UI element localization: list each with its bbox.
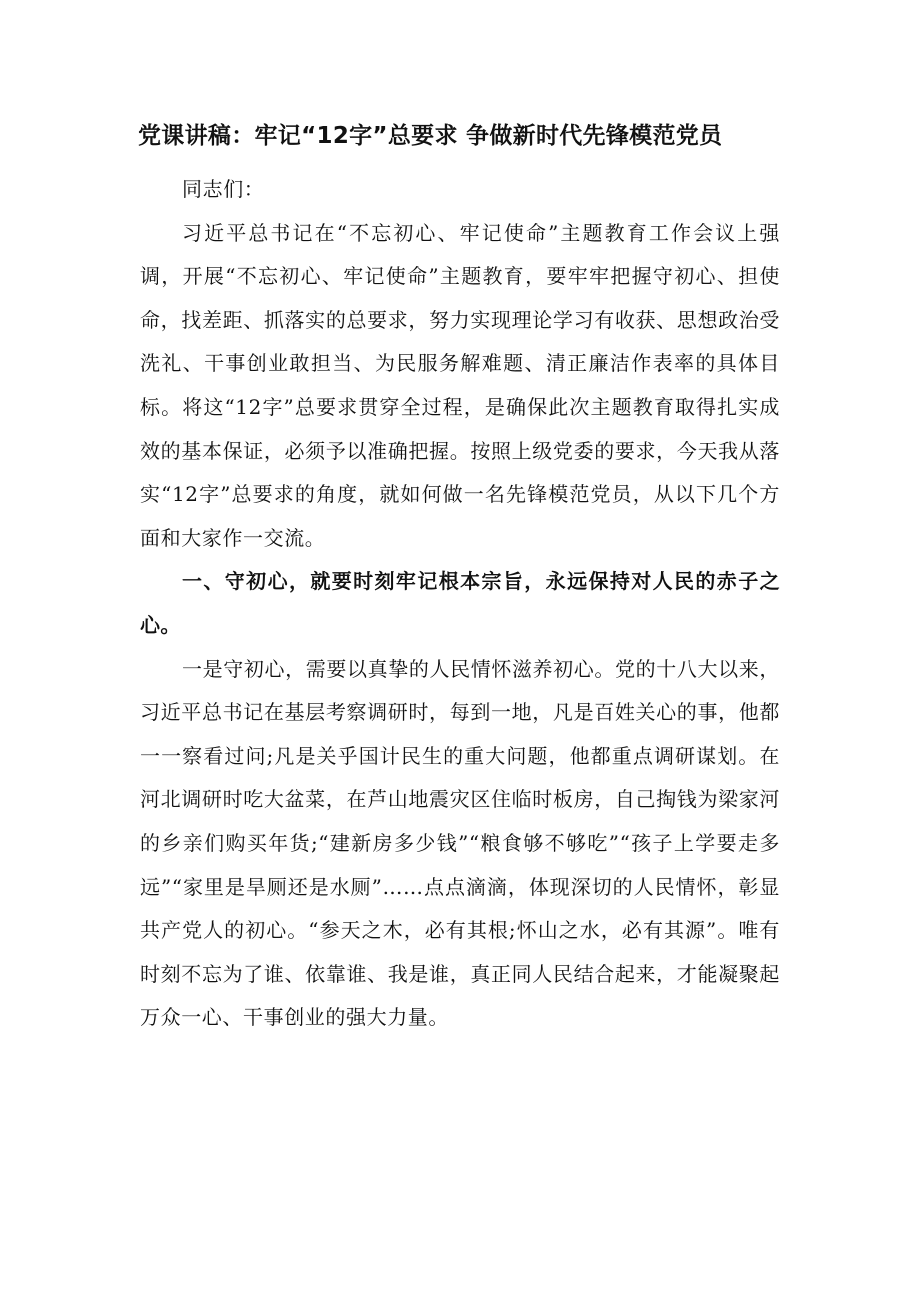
section-1-heading: 一、守初心，就要时刻牢记根本宗旨，永远保持对人民的赤子之心。: [140, 569, 780, 637]
greeting: 同志们：: [182, 177, 265, 201]
section-1-paragraph-1: 一是守初心，需要以真挚的人民情怀滋养初心。党的十八大以来，习近平总书记在基层考察调研时，每到一地，凡是百姓关心的事，他都一一察看过问;凡是关乎国计民生的重大问题，他都重点调研谋划。在河北调研时吃大盆菜，在芦山地震灾区住临时板房，自己掏钱为梁家河的乡亲们购买年货;“建新房多少钱”“粮食够不够吃”“孩子上学要走多远”“家里是旱厕还是水厕”……点点滴滴，体现深切的人民情怀，彰显共产党人的初心。“参天之木，必有其根;怀山之水，必有其源”。唯有时刻不忘为了谁、依靠谁、我是谁，真正同人民结合起来，才能凝聚起万众一心、干事创业的强大力量。: [140, 656, 780, 1030]
document-title: 党课讲稿：牢记“12字”总要求 争做新时代先锋模范党员: [138, 123, 723, 149]
intro-paragraph: 习近平总书记在“不忘初心、牢记使命”主题教育工作会议上强调，开展“不忘初心、牢记使命”主题教育，要牢牢把握守初心、担使命，找差距、抓落实的总要求，努力实现理论学习有收获、思想政治受洗礼、干事创业敢担当、为民服务解难题、清正廉洁作表率的具体目标。将这“12字”总要求贯穿全过程，是确保此次主题教育取得扎实成效的基本保证，必须予以准确把握。按照上级党委的要求，今天我从落实“12字”总要求的角度，就如何做一名先锋模范党员，从以下几个方面和大家作一交流。: [140, 220, 780, 550]
document-body: [140, 168, 780, 1040]
